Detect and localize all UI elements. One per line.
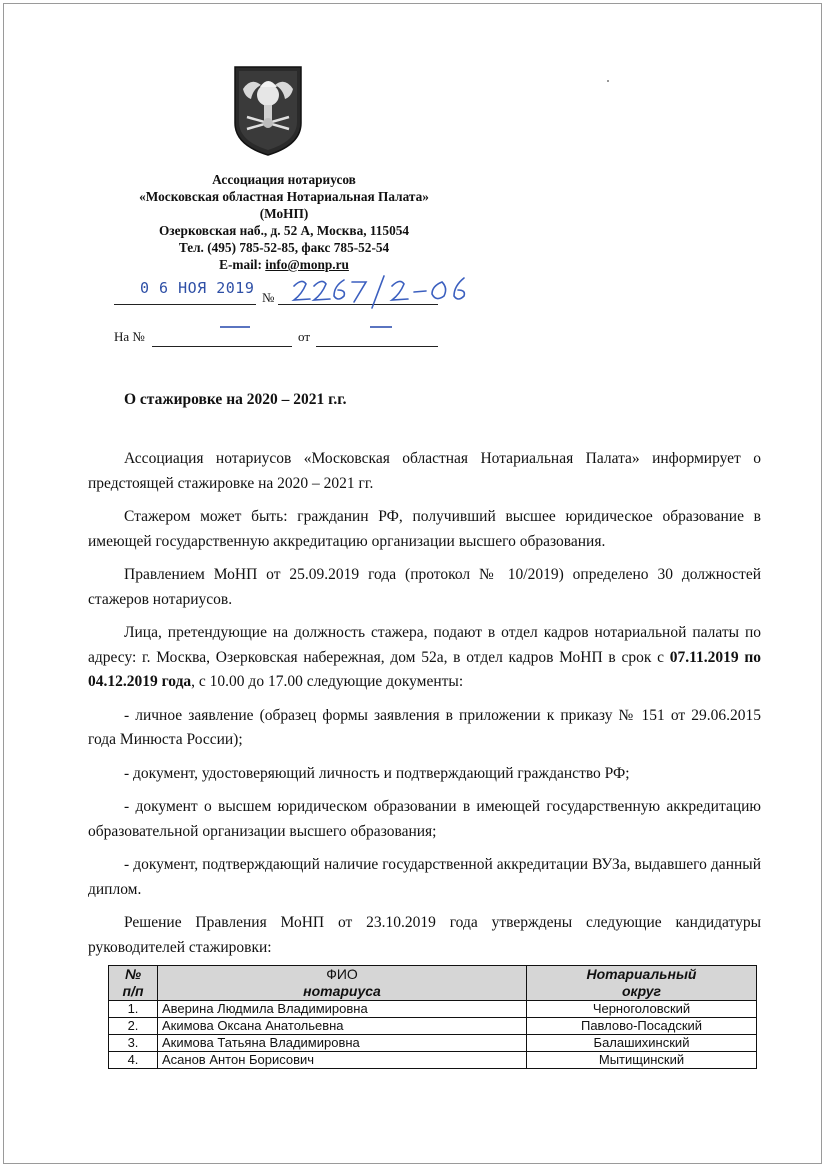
org-name-line2: «Московская областная Нотариальная Палата»	[139, 189, 429, 204]
paragraph-text: Лица, претендующие на должность стажера, подают в отдел кадров нотариальной палаты по адресу: г. Москва, Озерковская набережная, дом 52а, в отдел кадров МоНП в срок с	[88, 624, 761, 666]
blue-dash-mark	[220, 326, 250, 328]
email-label: E-mail:	[219, 257, 262, 272]
notary-chamber-emblem	[233, 65, 303, 157]
letterhead	[94, 171, 474, 273]
notary-district: Черноголовский	[527, 1001, 757, 1018]
outgoing-number-label: №	[262, 290, 275, 305]
reference-date-underline	[316, 346, 438, 347]
email-link[interactable]: info@monp.ru	[265, 257, 349, 272]
row-number: 3.	[109, 1035, 158, 1052]
org-abbreviation: (МоНП)	[259, 206, 309, 221]
header-text: п/п	[122, 983, 144, 999]
header-text: нотариуса	[303, 983, 381, 999]
paragraph: Правлением МоНП от 25.09.2019 года (протокол № 10/2019) определено 30 должностей стажеров нотариусов.	[88, 566, 761, 608]
paragraph	[88, 621, 761, 695]
document-page	[3, 3, 822, 1164]
notary-district: Мытищинский	[527, 1052, 757, 1069]
header-text: ФИО	[326, 966, 358, 982]
org-phone: Тел. (495) 785-52-85, факс 785-52-54	[178, 240, 390, 255]
letter-subject: О стажировке на 2020 – 2021 г.г.	[124, 391, 347, 408]
document-list-item: - документ, удостоверяющий личность и подтверждающий гражданство РФ;	[124, 764, 630, 782]
notary-name: Акимова Татьяна Владимировна	[158, 1035, 527, 1052]
notary-district: Балашихинский	[527, 1035, 757, 1052]
paragraph: Стажером может быть: гражданин РФ, получивший высшее юридическое образование в имеющей государственную аккредитацию организации высшего образования.	[88, 508, 761, 550]
reference-no-label: На №	[114, 329, 145, 344]
reference-from-label: от	[298, 329, 311, 344]
notary-district: Павлово-Посадский	[527, 1018, 757, 1035]
column-header-name	[158, 966, 527, 1001]
row-number: 1.	[109, 1001, 158, 1018]
notary-name: Асанов Антон Борисович	[158, 1052, 527, 1069]
notary-name: Аверина Людмила Владимировна	[158, 1001, 527, 1018]
blue-dash-mark	[370, 326, 392, 328]
header-text: округ	[621, 983, 662, 999]
paragraph: Решение Правления МоНП от 23.10.2019 года утверждены следующие кандидатуры руководителей стажировки:	[88, 914, 761, 956]
notary-name: Акимова Оксана Анатольевна	[158, 1018, 527, 1035]
submission-period: 07.11.2019 по 04.12.2019 года	[88, 648, 762, 690]
supervisors-table	[108, 965, 757, 1069]
date-underline	[114, 304, 256, 305]
scan-speck	[607, 80, 609, 82]
stamp-date: 0 6 НОЯ 2019	[140, 279, 255, 297]
paragraph-text: , с 10.00 до 17.00 следующие документы:	[191, 673, 464, 690]
table-row	[109, 1035, 757, 1052]
column-header-number	[109, 966, 158, 1001]
letter-body	[88, 447, 761, 960]
reference-number-underline	[152, 346, 292, 347]
org-address: Озерковская наб., д. 52 А, Москва, 115054	[158, 223, 410, 238]
org-email-line	[94, 256, 474, 273]
table-header-row	[109, 966, 757, 1001]
document-list-item: - документ, подтверждающий наличие государственной аккредитации ВУЗа, выдавшего данный диплом.	[88, 856, 761, 898]
table-row	[109, 1052, 757, 1069]
table-row	[109, 1001, 757, 1018]
table-row	[109, 1018, 757, 1035]
row-number: 4.	[109, 1052, 158, 1069]
column-header-district	[527, 966, 757, 1001]
header-text: Нотариальный	[586, 966, 697, 982]
document-list-item: - документ о высшем юридическом образовании в имеющей государственную аккредитацию образовательной организации высшего образования;	[88, 798, 761, 840]
row-number: 2.	[109, 1018, 158, 1035]
document-list-item: - личное заявление (образец формы заявления в приложении к приказу № 151 от 29.06.2015 года Минюста России);	[88, 706, 761, 748]
handwritten-outgoing-number	[288, 272, 488, 312]
header-text: №	[124, 966, 142, 982]
org-name-line1: Ассоциация нотариусов	[212, 172, 356, 187]
paragraph: Ассоциация нотариусов «Московская областная Нотариальная Палата» информирует о предстоящей стажировке на 2020 – 2021 гг.	[88, 450, 761, 492]
